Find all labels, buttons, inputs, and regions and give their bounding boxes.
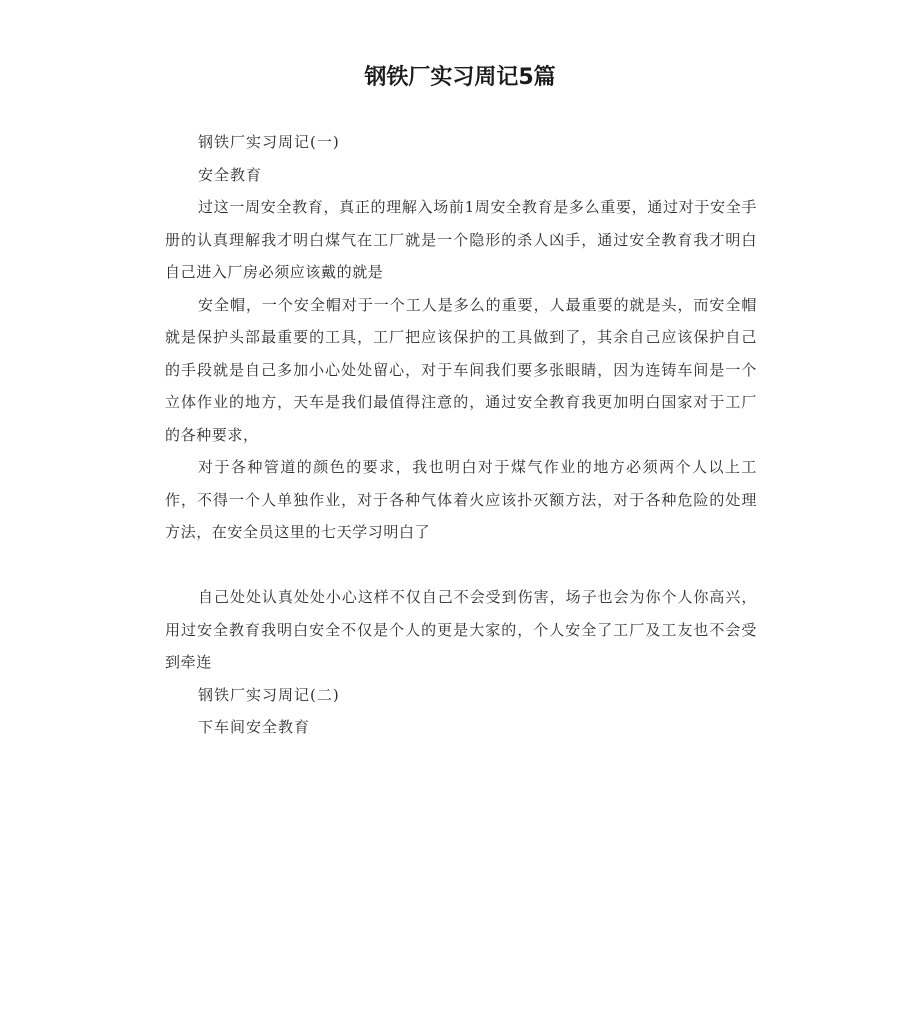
subsection-heading-safety-education: 安全教育 bbox=[198, 165, 263, 184]
section-heading-week-1: 钢铁厂实习周记(一) bbox=[198, 133, 340, 151]
document-title: 钢铁厂实习周记5篇 bbox=[364, 65, 556, 90]
section-heading-week-2: 钢铁厂实习周记(二) bbox=[198, 685, 340, 704]
body-paragraph: 过这一周安全教育，真正的理解入场前1周安全教育是多么重要，通过对于安全手册的认真理解我才明白煤气在工厂就是一个隐形的杀人凶手，通过安全教育我才明白自己进入厂房必须应该戴的就是 bbox=[165, 198, 757, 281]
subsection-heading-workshop-safety: 下车间安全教育 bbox=[198, 718, 311, 736]
body-paragraph: 自己处处认真处处小心这样不仅自己不会受到伤害，场子也会为你个人你高兴，用过安全教育我明白安全不仅是个人的更是大家的，个人安全了工厂及工友也不会受到牵连 bbox=[165, 588, 757, 671]
body-paragraph: 对于各种管道的颜色的要求，我也明白对于煤气作业的地方必须两个人以上工作，不得一个人单独作业，对于各种气体着火应该扑灭额方法，对于各种危险的处理方法，在安全员这里的七天学习明白了 bbox=[165, 458, 757, 541]
paragraph-spacer bbox=[165, 549, 757, 582]
body-paragraph: 安全帽，一个安全帽对于一个工人是多么的重要，人最重要的就是头，而安全帽就是保护头部最重要的工具，工厂把应该保护的工具做到了，其余自己应该保护自己的手段就是自己多加小心处处留心，对于车间我们要多张眼睛，因为连铸车间是一个立体作业的地方，天车是我们最值得注意的，通过安全教育我更加明白国家对于工厂的各种要求， bbox=[165, 295, 757, 444]
document-body bbox=[165, 126, 757, 744]
